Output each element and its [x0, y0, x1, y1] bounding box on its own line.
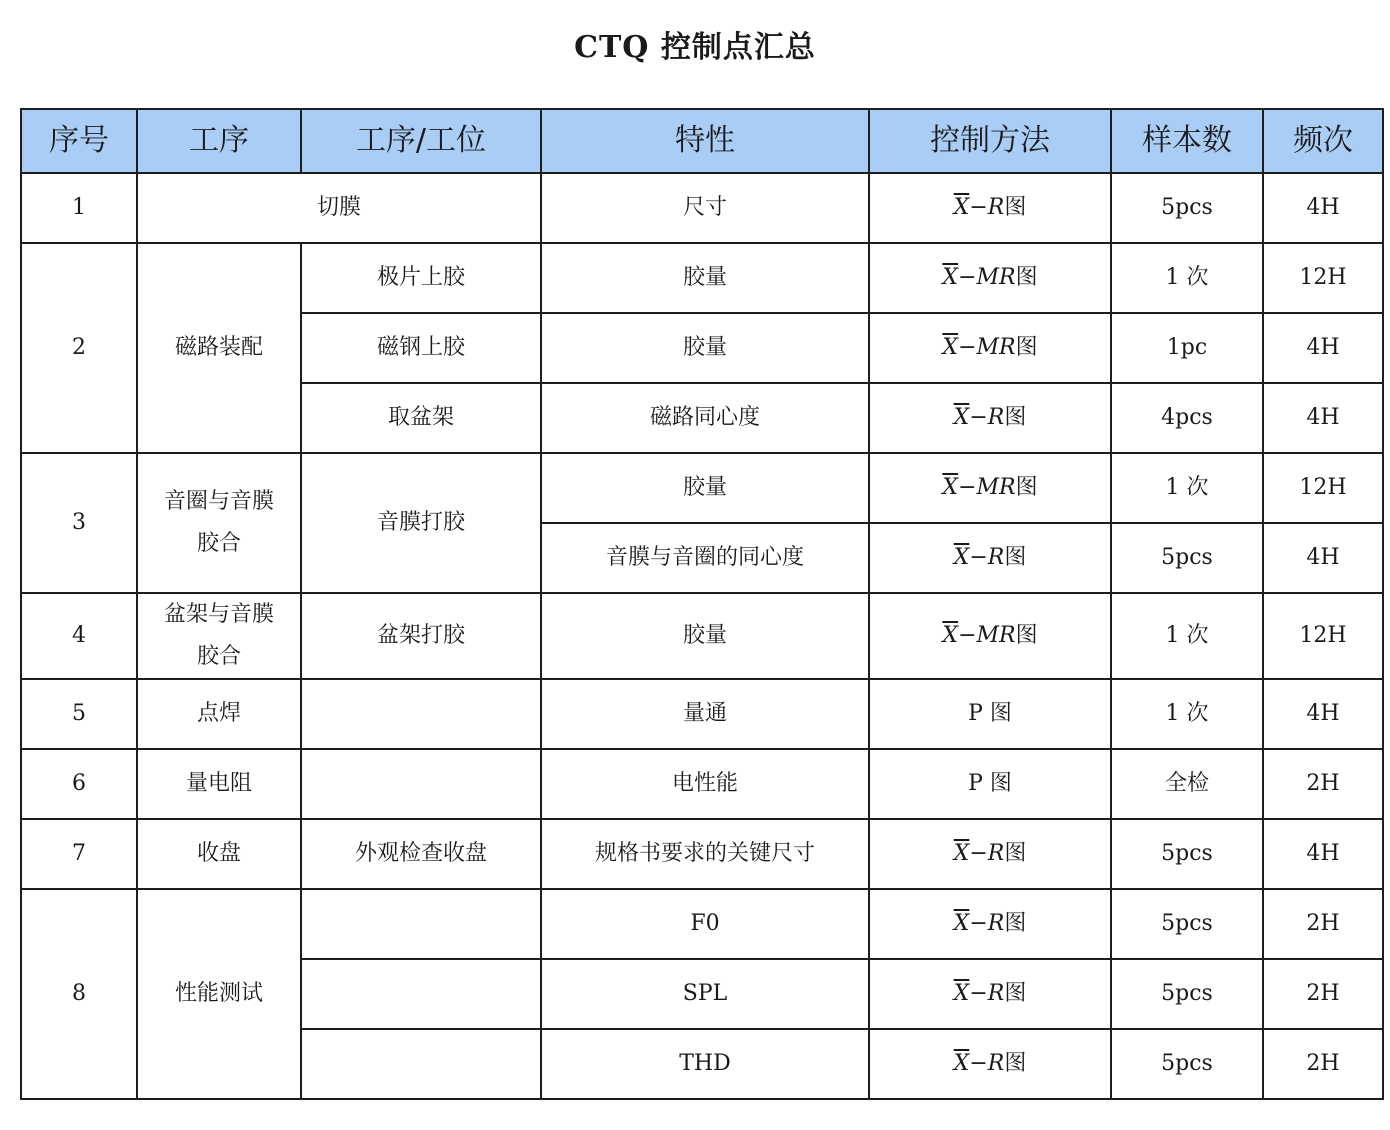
method-cell: [869, 453, 1111, 523]
table-row: [21, 593, 1383, 679]
characteristic-cell: 尺寸: [541, 173, 869, 243]
sample-cell: 5pcs: [1111, 1029, 1263, 1099]
method-cell: [869, 383, 1111, 453]
row-number: 3: [21, 453, 137, 593]
sample-cell: 4pcs: [1111, 383, 1263, 453]
frequency-cell: 2H: [1263, 959, 1383, 1029]
process-line: 胶合: [196, 644, 241, 669]
sample-cell: 5pcs: [1111, 819, 1263, 889]
characteristic-cell: 磁路同心度: [541, 383, 869, 453]
frequency-cell: 4H: [1263, 523, 1383, 593]
station-cell: [301, 679, 541, 749]
characteristic-cell: 量通: [541, 679, 869, 749]
col-header-station: 工序/工位: [301, 109, 541, 173]
table-row: [21, 889, 1383, 959]
chart-word: 图: [1004, 981, 1027, 1006]
row-number: 6: [21, 749, 137, 819]
characteristic-cell: SPL: [541, 959, 869, 1029]
station-cell: [301, 1029, 541, 1099]
frequency-cell: 2H: [1263, 749, 1383, 819]
x-bar-symbol: $\overline{X}$: [953, 841, 970, 866]
x-bar-symbol: $\overline{X}$: [953, 545, 970, 570]
station-cell: [301, 959, 541, 1029]
characteristic-cell: 电性能: [541, 749, 869, 819]
table-row: [21, 819, 1383, 889]
col-header-process: 工序: [137, 109, 301, 173]
chart-symbol: −MR: [958, 623, 1016, 648]
characteristic-cell: 胶量: [541, 243, 869, 313]
table-row: [21, 679, 1383, 749]
x-bar-symbol: $\overline{X}$: [942, 475, 959, 500]
process-cell: [137, 453, 301, 593]
method-cell: [869, 523, 1111, 593]
frequency-cell: 4H: [1263, 313, 1383, 383]
characteristic-cell: 音膜与音圈的同心度: [541, 523, 869, 593]
station-cell: [301, 749, 541, 819]
page-title: CTQ 控制点汇总: [574, 30, 816, 65]
row-number: 5: [21, 679, 137, 749]
process-cell: 收盘: [137, 819, 301, 889]
chart-symbol: −R: [969, 195, 1005, 220]
table-row: [21, 173, 1383, 243]
process-line: 胶合: [196, 531, 241, 556]
sample-cell: 1 次: [1111, 453, 1263, 523]
chart-word: 图: [1015, 475, 1038, 500]
chart-word: 图: [1004, 195, 1027, 220]
chart-symbol: −R: [969, 1051, 1005, 1076]
chart-word: 图: [1004, 911, 1027, 936]
frequency-cell: 12H: [1263, 593, 1383, 679]
frequency-cell: 4H: [1263, 173, 1383, 243]
sample-cell: 5pcs: [1111, 523, 1263, 593]
header-row: [21, 109, 1383, 173]
col-header-frequency: 频次: [1263, 109, 1383, 173]
process-line: 盆架与音膜: [163, 602, 274, 627]
sample-cell: 5pcs: [1111, 173, 1263, 243]
chart-symbol: −MR: [958, 475, 1016, 500]
characteristic-cell: THD: [541, 1029, 869, 1099]
method-cell: [869, 819, 1111, 889]
chart-word: 图: [1015, 265, 1038, 290]
process-cell: 性能测试: [137, 889, 301, 1099]
col-header-sample: 样本数: [1111, 109, 1263, 173]
characteristic-cell: 胶量: [541, 313, 869, 383]
frequency-cell: 4H: [1263, 383, 1383, 453]
ctq-table: [20, 108, 1384, 1100]
x-bar-symbol: $\overline{X}$: [953, 911, 970, 936]
station-cell: 取盆架: [301, 383, 541, 453]
method-cell: [869, 173, 1111, 243]
frequency-cell: 12H: [1263, 243, 1383, 313]
method-cell: [869, 959, 1111, 1029]
process-cell: [137, 593, 301, 679]
station-cell: [301, 889, 541, 959]
chart-symbol: −R: [969, 981, 1005, 1006]
row-number: 7: [21, 819, 137, 889]
sample-cell: 1 次: [1111, 243, 1263, 313]
chart-symbol: −R: [969, 405, 1005, 430]
x-bar-symbol: $\overline{X}$: [953, 981, 970, 1006]
row-number: 8: [21, 889, 137, 1099]
chart-word: 图: [1004, 841, 1027, 866]
station-cell: 极片上胶: [301, 243, 541, 313]
station-cell: 磁钢上胶: [301, 313, 541, 383]
row-number: 2: [21, 243, 137, 453]
characteristic-cell: 胶量: [541, 453, 869, 523]
method-cell: [869, 1029, 1111, 1099]
method-cell: [869, 889, 1111, 959]
row-number: 1: [21, 173, 137, 243]
row-number: 4: [21, 593, 137, 679]
table-row: [21, 749, 1383, 819]
chart-word: 图: [1015, 335, 1038, 360]
x-bar-symbol: $\overline{X}$: [953, 405, 970, 430]
col-header-characteristic: 特性: [541, 109, 869, 173]
frequency-cell: 2H: [1263, 889, 1383, 959]
chart-symbol: −MR: [958, 335, 1016, 360]
sample-cell: 5pcs: [1111, 959, 1263, 1029]
table-row: [21, 453, 1383, 523]
sample-cell: 1 次: [1111, 593, 1263, 679]
sample-cell: 1 次: [1111, 679, 1263, 749]
x-bar-symbol: $\overline{X}$: [953, 195, 970, 220]
characteristic-cell: 规格书要求的关键尺寸: [541, 819, 869, 889]
process-cell: 磁路装配: [137, 243, 301, 453]
method-cell: P 图: [869, 749, 1111, 819]
chart-symbol: −R: [969, 911, 1005, 936]
chart-word: 图: [1015, 623, 1038, 648]
col-header-no: 序号: [21, 109, 137, 173]
chart-word: 图: [1004, 405, 1027, 430]
chart-word: 图: [1004, 1051, 1027, 1076]
frequency-cell: 4H: [1263, 819, 1383, 889]
station-cell: 盆架打胶: [301, 593, 541, 679]
station-cell: 外观检查收盘: [301, 819, 541, 889]
chart-symbol: −R: [969, 841, 1005, 866]
process-cell: 切膜: [137, 173, 541, 243]
process-cell: 点焊: [137, 679, 301, 749]
sample-cell: 1pc: [1111, 313, 1263, 383]
x-bar-symbol: $\overline{X}$: [953, 1051, 970, 1076]
chart-word: 图: [1004, 545, 1027, 570]
chart-symbol: −MR: [958, 265, 1016, 290]
x-bar-symbol: $\overline{X}$: [942, 335, 959, 360]
x-bar-symbol: $\overline{X}$: [942, 265, 959, 290]
col-header-method: 控制方法: [869, 109, 1111, 173]
x-bar-symbol: $\overline{X}$: [942, 623, 959, 648]
method-cell: P 图: [869, 679, 1111, 749]
frequency-cell: 12H: [1263, 453, 1383, 523]
frequency-cell: 2H: [1263, 1029, 1383, 1099]
characteristic-cell: 胶量: [541, 593, 869, 679]
station-cell: 音膜打胶: [301, 453, 541, 593]
sample-cell: 5pcs: [1111, 889, 1263, 959]
method-cell: [869, 593, 1111, 679]
chart-symbol: −R: [969, 545, 1005, 570]
characteristic-cell: F0: [541, 889, 869, 959]
process-cell: 量电阻: [137, 749, 301, 819]
table-row: [21, 243, 1383, 313]
method-cell: [869, 313, 1111, 383]
frequency-cell: 4H: [1263, 679, 1383, 749]
method-cell: [869, 243, 1111, 313]
sample-cell: 全检: [1111, 749, 1263, 819]
process-line: 音圈与音膜: [163, 489, 274, 514]
